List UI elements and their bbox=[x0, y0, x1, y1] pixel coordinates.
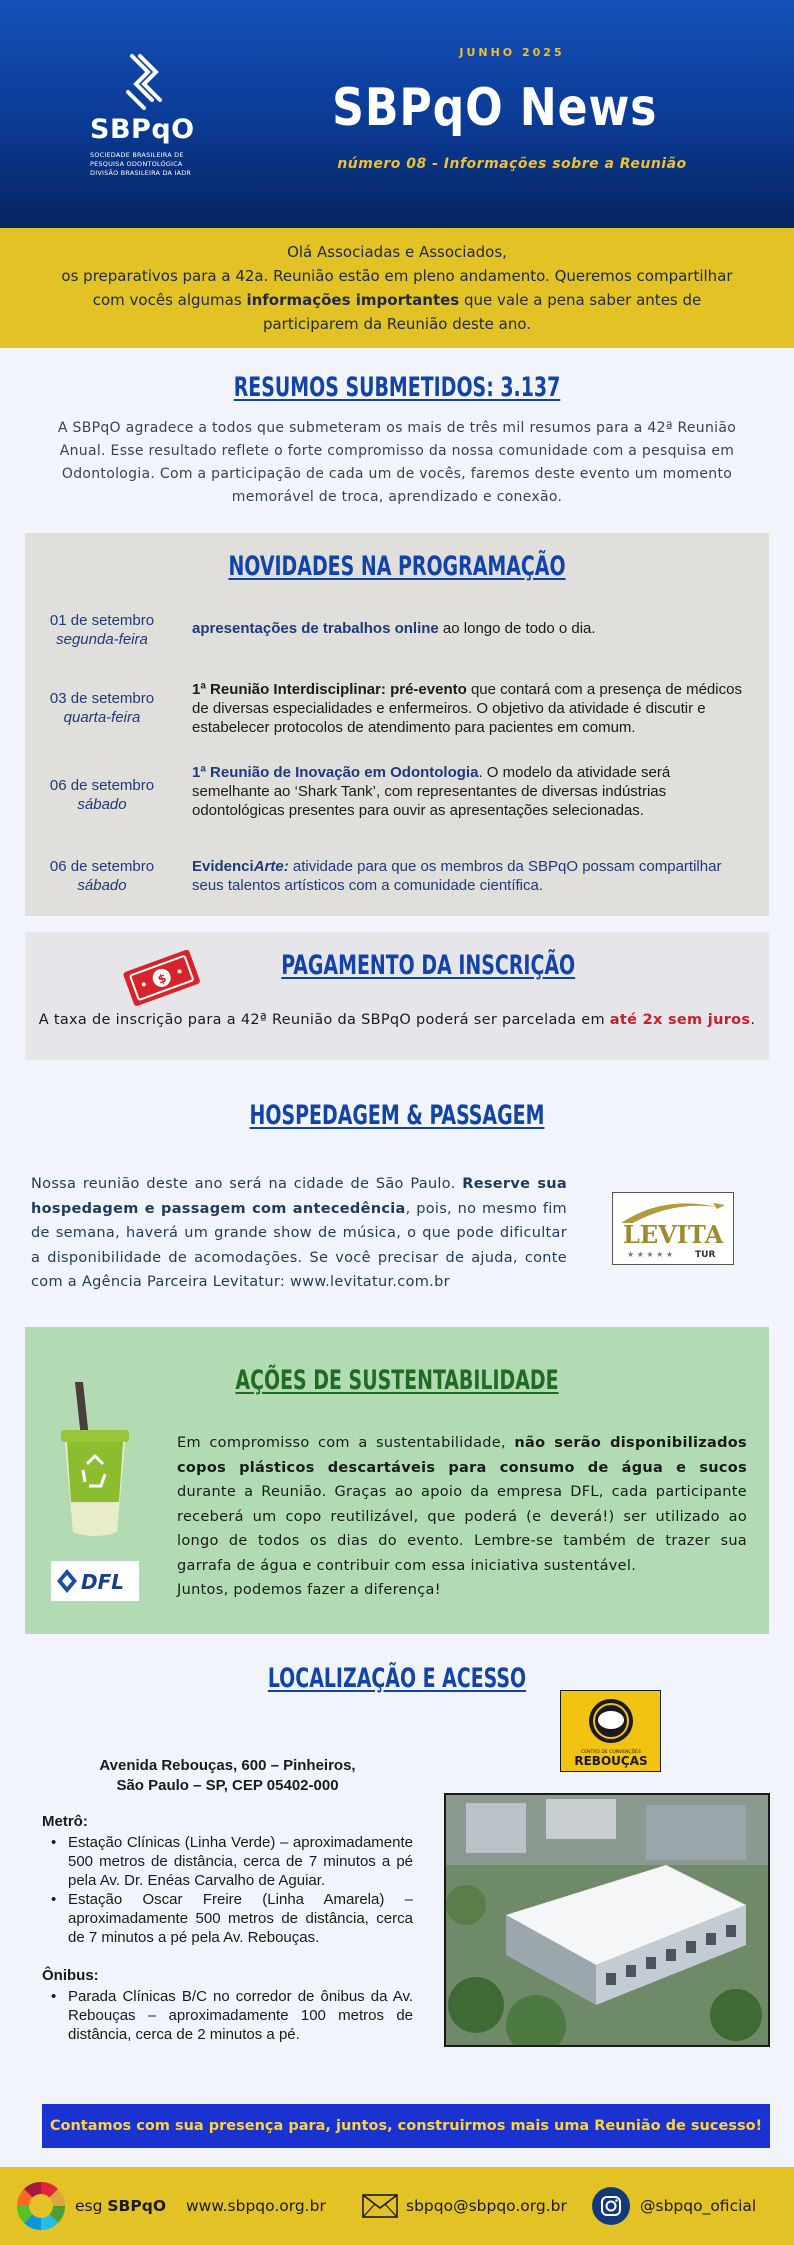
schedule-day: 06 de setembro bbox=[49, 858, 155, 875]
schedule-date bbox=[25, 857, 179, 895]
svg-text:$: $ bbox=[155, 970, 169, 987]
newsletter-title: SBPqO News bbox=[332, 78, 658, 138]
schedule-text: atividade para que os membros da SBPqO possam compartilhar seus talentos artísticos com a comunidade científica. bbox=[192, 858, 722, 894]
venue-aerial-image bbox=[446, 1795, 768, 2045]
instagram-icon bbox=[592, 2187, 630, 2225]
hospedagem-text-part: , pois, no mesmo fim de semana, haverá um grande show de música, o que pode dificultar a disponibilidade de acomodações. Se você precisar de ajuda, conte com a Agência Parceira Levitatur: www.levitatur.com.br bbox=[31, 1200, 567, 1290]
schedule-highlight-italic: Arte: bbox=[253, 858, 289, 875]
logo-sub-line: PESQUISA ODONTOLÓGICA bbox=[90, 160, 183, 168]
schedule-weekday: segunda-feira bbox=[56, 631, 148, 648]
resumos-section bbox=[0, 372, 794, 509]
sustentabilidade-closing: Juntos, podemos fazer a diferença! bbox=[177, 1582, 441, 1598]
logo-sub-line: SOCIEDADE BRASILEIRA DE bbox=[90, 151, 184, 159]
reboucas-logo-icon bbox=[561, 1691, 660, 1771]
schedule-date bbox=[25, 611, 179, 649]
schedule-date bbox=[25, 689, 179, 727]
schedule-text: ao longo de todo o dia. bbox=[438, 620, 596, 637]
sustentabilidade-paragraph bbox=[177, 1431, 747, 1578]
schedule-highlight: 1ª Reunião de Inovação em Odontologia bbox=[192, 764, 479, 781]
footer-esg-label bbox=[75, 2197, 166, 2215]
schedule-day: 01 de setembro bbox=[49, 612, 155, 629]
schedule-weekday: sábado bbox=[77, 877, 127, 894]
resumos-text: A SBPqO agradece a todos que submeteram os mais de três mil resumos para a 42ª Reunião Anual. Esse resultado reflete o forte compromisso da nossa comunidade com a pesquisa em Odontologia. Com a participação de cada um de vocês, faremos deste evento um momento memorável de troca, aprendizado e conexão. bbox=[57, 420, 737, 505]
localizacao-section bbox=[0, 1655, 794, 2085]
call-to-action-banner: Contamos com sua presença para, juntos, construirmos mais uma Reunião de sucesso! bbox=[42, 2104, 770, 2148]
greeting-text: que vale a pena saber antes de bbox=[459, 291, 702, 309]
list-item: • Estação Oscar Freire (Linha Amarela) – aproximadamente 500 metros de distância, cerca de 7 minutos a pé pela Av. Rebouças. bbox=[42, 1890, 413, 1947]
resumos-title: RESUMOS SUBMETIDOS: 3.137 bbox=[233, 372, 561, 403]
venue-photo bbox=[444, 1793, 770, 2047]
greeting-line: os preparativos para a 42a. Reunião estão em pleno andamento. Queremos compartilhar bbox=[61, 267, 733, 285]
footer-instagram[interactable] bbox=[592, 2167, 756, 2245]
logo-sub-line: DIVISÃO BRASILEIRA DA IADR bbox=[90, 169, 192, 177]
dfl-wordmark: DFL bbox=[81, 1570, 125, 1594]
sustentabilidade-title: AÇÕES DE SUSTENTABILIDADE bbox=[235, 1365, 559, 1396]
schedule-highlight: apresentações de trabalhos online bbox=[192, 620, 439, 637]
schedule-highlight: Evidenci bbox=[192, 858, 254, 875]
address-line: Avenida Rebouças, 600 – Pinheiros, bbox=[99, 1757, 356, 1774]
pagamento-text bbox=[25, 1012, 769, 1028]
schedule-day: 06 de setembro bbox=[49, 777, 155, 794]
greeting-line: Olá Associadas e Associados, bbox=[287, 243, 507, 261]
dfl-logo-icon bbox=[51, 1561, 139, 1601]
footer-email[interactable] bbox=[362, 2167, 567, 2245]
svg-text:★ ★ ★ ★ ★: ★ ★ ★ ★ ★ bbox=[627, 1250, 674, 1259]
venue-address bbox=[55, 1756, 400, 1796]
schedule-description bbox=[192, 763, 747, 820]
logo-wordmark: SBPqO bbox=[90, 114, 195, 145]
greeting-line: participarem da Reunião deste ano. bbox=[262, 315, 532, 333]
greeting-text: com vocês algumas bbox=[92, 291, 247, 309]
sustentabilidade-text bbox=[177, 1431, 747, 1603]
reboucas-logo-word: REBOUÇAS bbox=[574, 1754, 648, 1768]
schedule-description bbox=[192, 680, 747, 737]
dfl-logo bbox=[51, 1561, 139, 1601]
footer-instagram-handle: @sbpqo_oficial bbox=[640, 2197, 757, 2215]
schedule-weekday: quarta-feira bbox=[63, 709, 141, 726]
newsletter-subtitle: número 08 - Informações sobre a Reunião bbox=[337, 156, 687, 172]
pagamento-text-part: A taxa de inscrição para a 42ª Reunião da SBPqO poderá ser parcelada em bbox=[38, 1012, 610, 1028]
schedule-description bbox=[192, 619, 747, 638]
hospedagem-text-part: Nossa reunião deste ano será na cidade de São Paulo. bbox=[31, 1176, 463, 1192]
hospedagem-section bbox=[0, 1100, 794, 1290]
pagamento-title: PAGAMENTO DA INSCRIÇÃO bbox=[281, 950, 576, 981]
schedule-day: 03 de setembro bbox=[49, 690, 155, 707]
list-item: • Parada Clínicas B/C no corredor de ônibus da Av. Rebouças – aproximadamente 100 metros de distância, cerca de 2 minutos a pé. bbox=[42, 1987, 413, 2044]
schedule-weekday: sábado bbox=[77, 796, 127, 813]
novidades-section bbox=[25, 533, 769, 916]
pagamento-section bbox=[25, 932, 769, 1060]
metro-label: Metrô: bbox=[42, 1813, 88, 1830]
bus-list bbox=[42, 1987, 413, 2044]
hospedagem-highlight: Reserve sua hospedagem e passagem com antecedência bbox=[31, 1176, 567, 1217]
localizacao-title: LOCALIZAÇÃO E ACESSO bbox=[267, 1663, 527, 1694]
transit-info bbox=[42, 1812, 413, 2044]
schedule-text: que contará com a presença de médicos de diversas especialidades e enfermeiros. O objetivo da atividade é discutir e estabelecer protocolos de atendimento para pacientes em comum. bbox=[192, 681, 742, 736]
bus-label: Ônibus: bbox=[42, 1967, 99, 1984]
issue-date: JUNHO 2025 bbox=[459, 46, 565, 59]
reusable-cup-icon bbox=[55, 1382, 135, 1542]
footer-esg bbox=[15, 2167, 166, 2245]
levitatur-wordmark: LEVITA bbox=[623, 1220, 724, 1249]
pagamento-text-part: . bbox=[750, 1012, 756, 1028]
sustentabilidade-text-part: Em compromisso com a sustentabilidade, bbox=[177, 1435, 515, 1451]
footer-esg-brand: SBPqO bbox=[107, 2197, 166, 2215]
footer-email-text: sbpqo@sbpqo.org.br bbox=[406, 2197, 567, 2215]
footer bbox=[0, 2167, 794, 2245]
address-line: São Paulo – SP, CEP 05402-000 bbox=[116, 1777, 339, 1794]
footer-esg-prefix: esg bbox=[75, 2197, 108, 2215]
header-banner bbox=[0, 0, 794, 228]
levitatur-wordmark-sub: TUR bbox=[695, 1250, 716, 1260]
reboucas-logo-sub: CENTRO DE CONVENÇÕES bbox=[581, 1750, 641, 1755]
greeting-line bbox=[0, 288, 794, 312]
sustentabilidade-text-part: durante a Reunião. Graças ao apoio da empresa DFL, cada participante receberá um copo reutilizável, que poderá (e deverá!) ser utilizado ao longo de todos os dias do evento. Lembre-se também de trazer sua garrafa de água e contribuir com essa iniciativa sustentável. bbox=[177, 1484, 747, 1574]
schedule-highlight: 1ª Reunião Interdisciplinar: pré-evento bbox=[192, 681, 467, 698]
hospedagem-text bbox=[31, 1172, 567, 1295]
hospedagem-title: HOSPEDAGEM & PASSAGEM bbox=[249, 1100, 545, 1131]
sustentabilidade-highlight: não serão disponibilizados copos plásticos descartáveis para consumo de água e sucos bbox=[177, 1435, 747, 1476]
list-item: • Estação Clínicas (Linha Verde) – aproximadamente 500 metros de distância, cerca de 7 minutos a pé pela Av. Dr. Enéas Carvalho de Aguiar. bbox=[42, 1833, 413, 1890]
levitatur-logo-icon bbox=[613, 1193, 733, 1264]
schedule-date bbox=[25, 776, 179, 814]
reboucas-logo bbox=[560, 1690, 661, 1772]
greeting-highlight: informações importantes bbox=[246, 291, 460, 309]
pagamento-highlight: até 2x sem juros bbox=[609, 1012, 751, 1028]
metro-list bbox=[42, 1833, 413, 1947]
sdg-wheel-icon bbox=[15, 2180, 67, 2232]
levitatur-logo bbox=[612, 1192, 734, 1265]
sustentabilidade-section bbox=[25, 1327, 769, 1634]
email-icon bbox=[362, 2194, 398, 2218]
greeting-banner bbox=[0, 228, 794, 348]
footer-website-link[interactable]: www.sbpqo.org.br bbox=[186, 2197, 326, 2215]
schedule-description bbox=[192, 857, 747, 895]
schedule-text: . O modelo da atividade será semelhante ao ‘Shark Tank’, com representantes de diversas indústrias odontológicas presentes para ouvir as apresentações selecionadas. bbox=[192, 764, 671, 819]
novidades-title: NOVIDADES NA PROGRAMAÇÃO bbox=[228, 551, 566, 582]
